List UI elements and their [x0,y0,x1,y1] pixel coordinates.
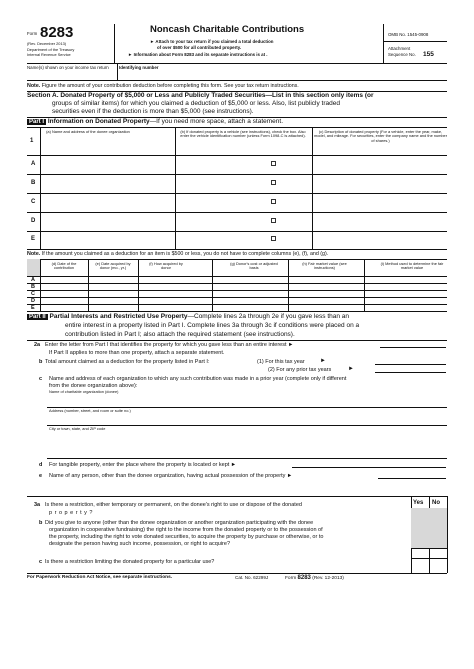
sequence-number: 155 [423,51,434,58]
footer-form-ref [285,575,344,582]
row2-letter-d: D [31,298,35,304]
col-b-header: (b) If donated property is a vehicle (see instructions), check the box. Also enter the vehicle identification number (unless Form 1098-C is attached). [180,129,306,139]
q3c-no-box[interactable] [429,559,447,572]
q2c-number: c [39,376,43,382]
q3b-text2: organization in cooperative fundraising) the right to the income from the donated property or to the possession of [49,527,323,533]
q2b-option2: (2) For any prior tax years [268,367,332,373]
identifying-number-field[interactable] [118,72,446,78]
name-field[interactable] [28,72,116,78]
q3c-yes-box[interactable] [411,559,429,572]
q3c-text: Is there a restriction limiting the donated property for a particular use? [45,559,215,565]
row-letter-b: B [31,180,36,186]
col-i-header: (i) Method used to determine the fair market value [380,261,444,271]
footer-paperwork-notice: For Paperwork Reduction Act Notice, see separate instructions. [27,575,173,580]
footer-form-word: Form [285,576,297,581]
q2e-number: e [39,473,43,479]
q2e-possessor-field[interactable] [378,473,446,479]
q2b-text: Total amount claimed as a deduction for the property listed in Part I: [45,359,210,365]
q2a-text: Enter the letter from Part I that identifies the property for which you gave less than an entire interest ► [45,342,294,348]
col-d-header: (d) Date of the contribution [51,261,77,271]
q3a-text1: Is there a restriction, either temporary or permanent, on the donee's right to use or dispose of the donated [45,502,302,508]
q2b-number: b [39,359,43,365]
q2d-location-field[interactable] [292,462,446,468]
note1-label: Note. [27,83,41,89]
vehicle-checkbox-e[interactable] [271,236,276,241]
part2-line3: contribution listed in Part I; also attach the required statement (see instructions). [65,331,295,338]
yes-column-header: Yes [413,500,424,506]
q2b-arrow2: ► [348,366,354,372]
section-a-line2: groups of similar items) for which you claimed a deduction of $5,000 or less. Also, list publicly traded [52,100,340,107]
line-1-number: 1 [30,138,34,144]
q3b-text4: designate the person having such income, possession, or right to acquire? [49,541,230,547]
note2-label: Note. [27,251,41,257]
row2-letter-e: E [31,305,35,311]
q3b-no-box[interactable] [429,549,447,557]
col-g-header: (g) Donor's cost or adjusted basis [230,261,278,271]
attachment-label: Attachment [388,46,411,51]
row-letter-e: E [31,236,36,242]
footer-form-number: 8283 [297,575,311,581]
vehicle-checkbox-c[interactable] [271,199,276,204]
sequence-label: Sequence No. [388,52,416,57]
q2b-arrow1: ► [320,358,326,364]
q2b-this-year-field[interactable] [375,359,446,365]
q3b-number: b [39,520,43,526]
q2c-city-field[interactable] [47,458,447,459]
header-divider-right [383,24,384,63]
q3a-text2: p r o p e r t y ? [49,510,93,516]
form-title: Noncash Charitable Contributions [150,24,305,35]
identifying-number-label: Identifying number [119,65,159,70]
q3a-yes-box[interactable] [411,509,429,517]
row-letter-d: D [31,218,36,224]
q2b-option1: (1) For this tax year [257,359,305,365]
q2b-prior-years-field[interactable] [375,367,446,373]
form-revision: (Rev. December 2013) [27,41,67,46]
form-number: 8283 [40,24,74,41]
vehicle-checkbox-a[interactable] [271,161,276,166]
note1-text: Figure the amount of your contribution deduction before completing this form. See your tax return instructions. [41,83,299,89]
section-a-line1: Section A. Donated Property of $5,000 or Less and Publicly Traded Securities—List in this section only items (or [27,92,374,99]
col-c-header: (c) Description of donated property (For a vehicle, enter the year, make, model, and mileage. For securities, enter the company name and the number of shares.) [314,129,448,143]
q3b-text3: the property, including the right to vote donated securities, to acquire the property by purchase or otherwise, or to [49,534,324,540]
footer-form-rev: (Rev. 12-2013) [312,576,344,581]
row-letter-a: A [31,161,36,167]
col-h-header: (h) Fair market value (see instructions) [302,261,347,271]
col-f-header: (f) How acquired by donor [149,261,183,271]
q3b-yes-box[interactable] [411,549,429,557]
q2d-text: For tangible property, enter the place where the property is located or kept ► [49,462,237,468]
row-letter-c: C [31,199,36,205]
q2d-number: d [39,462,43,468]
no-column-header: No [432,500,440,506]
part1-heading [27,118,283,126]
q2c-address-field[interactable] [47,425,447,426]
q2c-text1: Name and address of each organization to which any such contribution was made in a prior year (complete only if different [49,376,347,382]
q2a-letter-field[interactable] [380,342,446,348]
part1-tag: Part I [29,119,45,125]
attach-line2: of over $500 for all contributed property. [157,45,242,50]
attach-line1: ► Attach to your tax return if you claimed a total deduction [150,39,274,44]
note1 [27,83,299,89]
omb-number: OMB No. 1545-0908 [388,32,429,37]
q2c-text2: from the donee organization above): [49,383,138,389]
department-line2: Internal Revenue Service [27,52,71,57]
row2-letter-c: C [31,291,35,297]
vehicle-checkbox-b[interactable] [271,180,276,185]
q3b-text1: Did you give to anyone (other than the donee organization or another organization participating with the donee [45,520,314,526]
note2 [27,251,328,257]
part2-heading [27,313,349,321]
form-word: Form [27,31,38,36]
note2-text: If the amount you claimed as a deduction for an item is $500 or less, you do not have to complete columns (e), (f), and (g). [41,251,329,257]
part2-line1: —Complete lines 2a through 2e if you gave less than an [187,313,350,320]
q2c-org-name-label: Name of charitable organization (donee) [49,389,119,394]
info-line: ► Information about Form 8283 and its separate instructions is at . [128,52,268,57]
q2c-address-label: Address (number, street, and room or suite no.) [49,408,131,413]
q3a-number: 3a [34,502,41,508]
name-label: Name(s) shown on your income tax return [27,65,109,70]
q2a-note: If Part II applies to more than one property, attach a separate statement. [49,350,225,356]
part2-tag: Part II [29,314,46,320]
col-a-header: (a) Name and address of the donee organization [46,129,130,134]
row2-letter-b: B [31,284,35,290]
part2-line2: entire interest in a property listed in Part I. Complete lines 3a through 3c if conditions were placed on a [65,322,360,329]
q3a-no-box[interactable] [429,509,447,517]
part1-subtitle: —If you need more space, attach a statement. [149,118,283,125]
header-divider-left [114,24,115,63]
q2c-city-label: City or town, state, and ZIP code [49,426,106,431]
q3c-number: c [39,559,43,565]
row2-letter-a: A [31,277,35,283]
col-e-header: (e) Date acquired by donor (mo., yr.) [95,261,131,271]
part1-title: Information on Donated Property [47,118,150,125]
part2-title: Partial Interests and Restricted Use Property [49,313,188,320]
q2e-text: Name of any person, other than the donee organization, having actual possession of the property ► [49,473,293,479]
section-a-line3: securities even if the deduction is more than $5,000 (see instructions). [52,108,254,115]
department-line1: Department of the Treasury [27,47,75,52]
q2a-number: 2a [34,342,41,348]
vehicle-checkbox-d[interactable] [271,218,276,223]
footer-cat-number: Cat. No. 62299J [235,575,269,580]
